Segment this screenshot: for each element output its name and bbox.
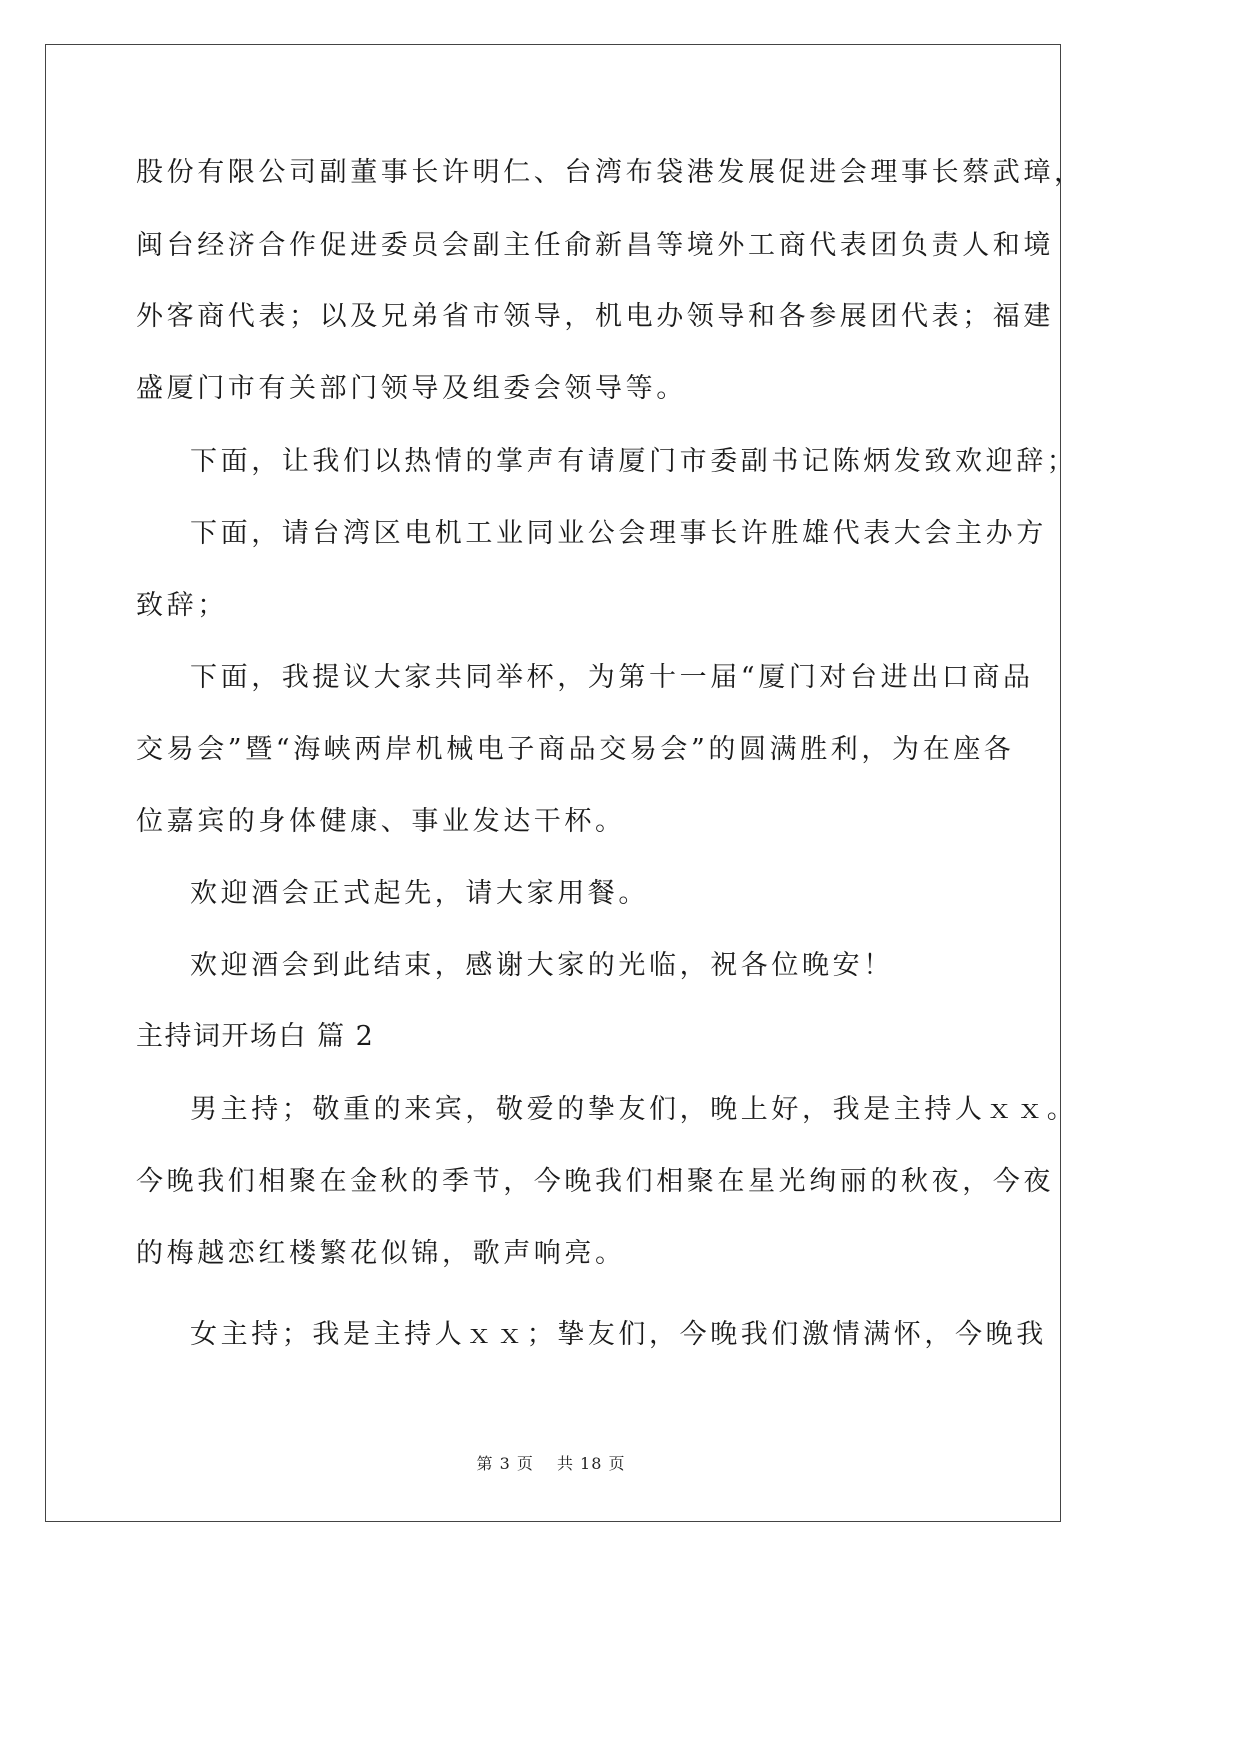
text-line: 位嘉宾的身体健康、事业发达干杯。: [136, 806, 626, 837]
text-line: 今晚我们相聚在金秋的季节，今晚我们相聚在星光绚丽的秋夜，今夜: [136, 1166, 1054, 1197]
page-border: [45, 44, 1061, 1522]
text-line: 闽台经济合作促进委员会副主任俞新昌等境外工商代表团负责人和境: [136, 230, 1054, 261]
text-line: 女主持；我是主持人ｘｘ；挚友们，今晚我们激情满怀，今晚我: [190, 1319, 1047, 1350]
text-line: 欢迎酒会到此结束，感谢大家的光临，祝各位晚安！: [190, 950, 894, 981]
text-line: 盛厦门市有关部门领导及组委会领导等。: [136, 373, 687, 404]
text-line: 男主持；敬重的来宾，敬爱的挚友们，晚上好，我是主持人ｘｘ。: [190, 1094, 1078, 1125]
text-line: 下面，我提议大家共同举杯，为第十一届“厦门对台进出口商品: [190, 662, 1034, 693]
section-heading: 主持词开场白 篇 2: [136, 1021, 375, 1052]
text-line: 欢迎酒会正式起先，请大家用餐。: [190, 878, 649, 909]
text-line: 股份有限公司副董事长许明仁、台湾布袋港发展促进会理事长蔡武璋，: [136, 157, 1085, 188]
text-line: 的梅越恋红楼繁花似锦，歌声响亮。: [136, 1238, 626, 1269]
page-number-footer: 第 3 页 共 18 页: [476, 1454, 626, 1473]
text-line: 致辞；: [136, 590, 228, 621]
text-line: 外客商代表；以及兄弟省市领导，机电办领导和各参展团代表；福建: [136, 301, 1054, 332]
text-line: 下面，让我们以热情的掌声有请厦门市委副书记陈炳发致欢迎辞；: [190, 446, 1078, 477]
text-line: 下面，请台湾区电机工业同业公会理事长许胜雄代表大会主办方: [190, 518, 1047, 549]
text-line: 交易会”暨“海峡两岸机械电子商品交易会”的圆满胜利，为在座各: [136, 734, 1015, 765]
